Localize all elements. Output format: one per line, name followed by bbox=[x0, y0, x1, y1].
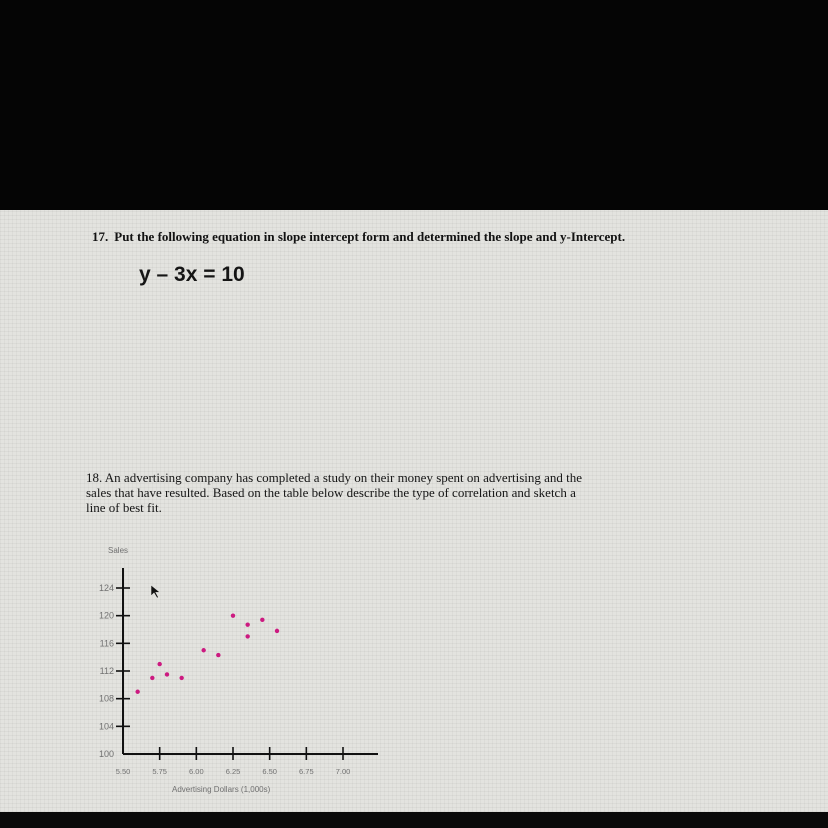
data-point bbox=[201, 648, 205, 652]
data-point bbox=[157, 662, 161, 666]
question-17-number: 17. bbox=[92, 229, 109, 244]
data-point bbox=[260, 618, 264, 622]
question-18-line-3: line of best fit. bbox=[86, 500, 162, 515]
data-point bbox=[245, 622, 249, 626]
data-point bbox=[231, 613, 235, 617]
data-point bbox=[245, 634, 249, 638]
y-tick-label: 116 bbox=[99, 638, 114, 649]
x-tick-label: 6.75 bbox=[299, 767, 314, 776]
data-point bbox=[275, 629, 279, 633]
data-point bbox=[179, 676, 183, 680]
question-18-line-1: 18. An advertising company has completed a study on their money spent on advertising and the bbox=[86, 470, 583, 485]
question-18-line-2: sales that have resulted. Based on the table below describe the type of correlation and sketch a bbox=[86, 485, 576, 500]
x-tick-label: 6.00 bbox=[189, 767, 204, 776]
mouse-cursor-icon bbox=[150, 584, 162, 600]
y-tick-label: 108 bbox=[98, 693, 114, 704]
y-axis-label: Sales bbox=[108, 546, 129, 555]
data-point bbox=[135, 690, 139, 694]
y-tick-label: 112 bbox=[99, 666, 114, 676]
data-point bbox=[165, 672, 169, 676]
y-tick-label: 104 bbox=[98, 721, 114, 732]
x-tick-label: 6.25 bbox=[225, 767, 241, 776]
y-tick-label: 120 bbox=[98, 610, 114, 621]
bottom-shadow bbox=[0, 812, 828, 828]
y-tick-label: 124 bbox=[98, 583, 114, 593]
data-point bbox=[150, 676, 154, 680]
x-ticks bbox=[116, 747, 351, 776]
x-tick-label: 5.75 bbox=[152, 767, 167, 776]
equation: y – 3x = 10 bbox=[139, 263, 245, 286]
y-tick-label: 100 bbox=[98, 749, 114, 759]
x-tick-label: 5.50 bbox=[115, 767, 131, 776]
x-tick-label: 7.00 bbox=[335, 767, 351, 776]
y-ticks bbox=[99, 583, 130, 759]
x-tick-label: 6.50 bbox=[262, 767, 277, 776]
question-17-text: Put the following equation in slope intercept form and determined the slope and y-Intercept. bbox=[114, 229, 626, 244]
x-axis-label: Advertising Dollars (1,000s) bbox=[172, 785, 271, 794]
data-point bbox=[216, 653, 220, 657]
data-points bbox=[135, 613, 279, 693]
